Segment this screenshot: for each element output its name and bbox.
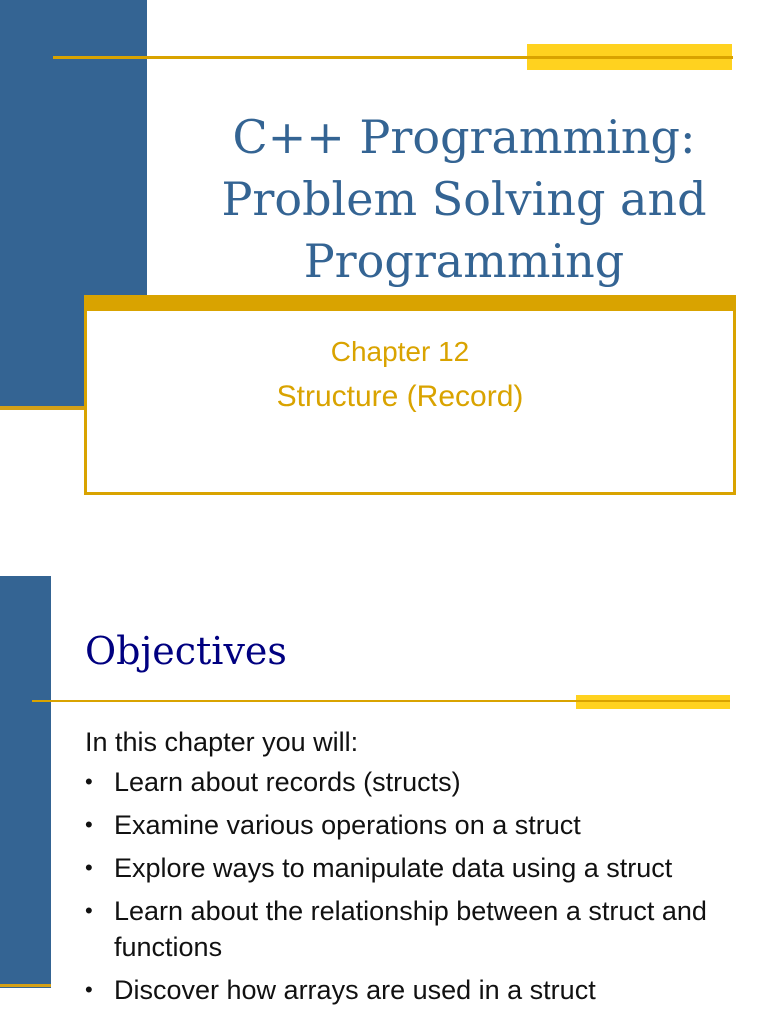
chapter-subtitle: Structure (Record) [276,380,524,413]
slide-title [160,106,768,292]
objectives-slide [0,576,768,1024]
title-line-3: Programming [303,234,625,288]
yellow-accent-bar [527,44,732,70]
subtitle-box-header [84,295,736,311]
title-line-2: Problem Solving and [221,172,707,226]
chapter-number: Chapter 12 [330,336,470,367]
gold-divider [0,406,86,410]
list-item: • Learn about the relationship between a struct and functions [85,893,745,965]
title-line-1: C++ Programming: [232,110,696,164]
gold-divider [0,984,51,987]
objectives-list [85,764,745,1015]
yellow-accent-bar [576,695,730,709]
list-item: • Examine various operations on a struct [85,807,745,843]
list-item: • Learn about records (structs) [85,764,745,800]
list-item: • Explore ways to manipulate data using a struct [85,850,745,886]
blue-side-panel [0,576,51,988]
objectives-intro: In this chapter you will: [85,727,359,757]
slide-heading: Objectives [85,629,287,673]
list-item: • Discover how arrays are used in a struct [85,972,745,1008]
